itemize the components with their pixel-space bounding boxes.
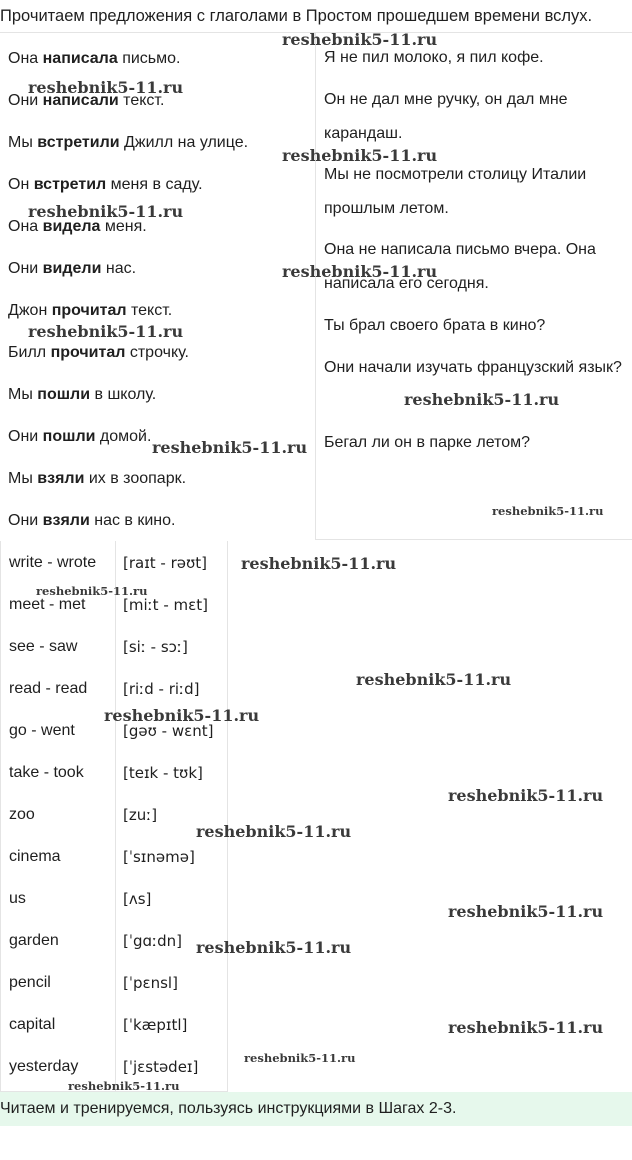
sentence-rest: домой.: [95, 428, 152, 445]
sentence-rest: письмо.: [117, 50, 181, 67]
sentence-rest: в школу.: [90, 386, 157, 403]
sentence-6: [8, 259, 136, 279]
watermark: reshebnik5-11.ru: [448, 786, 604, 805]
watermark: reshebnik5-11.ru: [492, 504, 604, 518]
question-sentence-4: Она не написала письмо вчера. Она написала его сегодня.: [324, 241, 596, 292]
vocabulary-word: write - wrote: [9, 554, 97, 571]
sentence-9: [8, 385, 156, 405]
vocabulary-word: zoo: [9, 806, 35, 823]
question-sentence-2: Он не дал мне ручку, он дал мне карандаш.: [324, 91, 568, 142]
vocabulary-transcription: [ˈgɑːdn]: [123, 932, 182, 950]
vocabulary-word: capital: [9, 1016, 56, 1033]
vocabulary-word: us: [9, 890, 26, 907]
row-divider: [315, 539, 632, 540]
sentence-verb: видели: [42, 260, 102, 277]
vocabulary-word: read - read: [9, 680, 88, 697]
watermark: reshebnik5-11.ru: [152, 438, 308, 457]
watermark: reshebnik5-11.ru: [244, 1051, 356, 1065]
vocabulary-transcription: [ˈsɪnəmə]: [123, 848, 195, 866]
watermark: reshebnik5-11.ru: [448, 1018, 604, 1037]
sentence-subject: Мы: [8, 470, 38, 487]
watermark: reshebnik5-11.ru: [104, 706, 260, 725]
sentence-subject: Она: [8, 218, 43, 235]
sentence-rest: нас в кино.: [89, 512, 176, 529]
vocabulary-row: [1, 835, 229, 877]
sentence-rest: текст.: [118, 92, 165, 109]
sentence-verb: встретили: [37, 134, 120, 151]
sentence-verb: видела: [42, 218, 101, 235]
vocabulary-row: [1, 541, 229, 583]
vocabulary-row: [1, 751, 229, 793]
sentence-12: [8, 511, 175, 531]
sentence-7: [8, 301, 172, 321]
sentence-rest: строчку.: [125, 344, 189, 361]
sentence-rest: меня в саду.: [106, 176, 203, 193]
sentence-subject: Джон: [8, 302, 52, 319]
vocabulary-word: garden: [9, 932, 59, 949]
sentence-verb: написали: [42, 92, 119, 109]
sentences-table: [0, 32, 632, 540]
watermark: reshebnik5-11.ru: [241, 554, 397, 573]
watermark: reshebnik5-11.ru: [282, 262, 438, 281]
watermark: reshebnik5-11.ru: [36, 584, 148, 598]
sentence-subject: Мы: [8, 386, 38, 403]
vocabulary-word: see - saw: [9, 638, 78, 655]
sentence-verb: встретил: [33, 176, 107, 193]
sentence-rest: нас.: [101, 260, 137, 277]
watermark: reshebnik5-11.ru: [448, 902, 604, 921]
vocabulary-transcription: [riːd - riːd]: [123, 680, 200, 698]
vocabulary-word: pencil: [9, 974, 51, 991]
watermark: reshebnik5-11.ru: [282, 30, 438, 49]
vocabulary-transcription: [ˈpɛnsl]: [123, 974, 178, 992]
sentence-subject: Они: [8, 260, 43, 277]
question-sentence-7: Бегал ли он в парке летом?: [324, 434, 531, 451]
vocabulary-row: [1, 667, 229, 709]
watermark: reshebnik5-11.ru: [28, 322, 184, 341]
sentence-1: [8, 49, 180, 69]
vocabulary-row: [1, 961, 229, 1003]
sentence-8: [8, 343, 189, 363]
sentence-subject: Она: [8, 50, 43, 67]
page-heading: Прочитаем предложения с глаголами в Простом прошедшем времени вслух.: [0, 7, 593, 25]
sentence-11: [8, 469, 186, 489]
vocabulary-word: take - took: [9, 764, 84, 781]
question-sentence-6: Они начали изучать французский язык?: [324, 359, 622, 376]
sentence-subject: Они: [8, 92, 43, 109]
vocabulary-row: [1, 793, 229, 835]
watermark: reshebnik5-11.ru: [68, 1079, 180, 1093]
vocabulary-row: [1, 919, 229, 961]
sentence-subject: Они: [8, 512, 43, 529]
watermark: reshebnik5-11.ru: [28, 202, 184, 221]
vocabulary-transcription: [miːt - mɛt]: [123, 596, 208, 614]
vocabulary-transcription: [ˈjɛstədeɪ]: [123, 1058, 199, 1076]
sentence-4: [8, 175, 203, 195]
sentence-verb: пошли: [37, 386, 91, 403]
watermark: reshebnik5-11.ru: [196, 938, 352, 957]
sentence-verb: взяли: [37, 470, 85, 487]
sentence-subject: Он: [8, 176, 34, 193]
vocabulary-word: go - went: [9, 722, 75, 739]
sentence-rest: меня.: [100, 218, 147, 235]
sentence-subject: Билл: [8, 344, 51, 361]
column-divider: [315, 33, 316, 540]
vocabulary-transcription: [siː - sɔː]: [123, 638, 188, 656]
watermark: reshebnik5-11.ru: [404, 390, 560, 409]
vocabulary-word: cinema: [9, 848, 61, 865]
sentence-10: [8, 427, 151, 447]
vocabulary-transcription: [ʌs]: [123, 890, 152, 908]
sentence-verb: прочитал: [50, 344, 126, 361]
instruction-banner: Читаем и тренируемся, пользуясь инструкциями в Шагах 2-3.: [0, 1092, 632, 1126]
watermark: reshebnik5-11.ru: [28, 78, 184, 97]
sentence-subject: Они: [8, 428, 43, 445]
vocabulary-transcription: [ˈkæpɪtl]: [123, 1016, 188, 1034]
vocabulary-row: [1, 1003, 229, 1045]
question-sentence-5: Ты брал своего брата в кино?: [324, 317, 546, 334]
question-sentence-1: Я не пил молоко, я пил кофе.: [324, 49, 544, 66]
sentence-verb: взяли: [42, 512, 90, 529]
watermark: reshebnik5-11.ru: [282, 146, 438, 165]
vocabulary-transcription: [teɪk - tʊk]: [123, 764, 203, 782]
watermark: reshebnik5-11.ru: [356, 670, 512, 689]
vocabulary-word: meet - met: [9, 596, 86, 613]
sentence-rest: их в зоопарк.: [84, 470, 187, 487]
vocabulary-row: [1, 877, 229, 919]
vocabulary-word: yesterday: [9, 1058, 79, 1075]
sentence-subject: Мы: [8, 134, 38, 151]
sentence-verb: написала: [42, 50, 118, 67]
sentence-verb: прочитал: [51, 302, 127, 319]
vocabulary-row: [1, 625, 229, 667]
sentence-rest: текст.: [126, 302, 173, 319]
sentence-3: [8, 133, 248, 153]
vocabulary-transcription: [raɪt - rəʊt]: [123, 554, 208, 572]
sentence-verb: пошли: [42, 428, 96, 445]
vocabulary-transcription: [gəʊ - wɛnt]: [123, 722, 214, 740]
watermark: reshebnik5-11.ru: [196, 822, 352, 841]
sentence-rest: Джилл на улице.: [119, 134, 249, 151]
vocabulary-table: [0, 541, 228, 1092]
vocabulary-transcription: [zuː]: [123, 806, 158, 824]
question-sentence-3: Мы не посмотрели столицу Италии прошлым летом.: [324, 166, 587, 217]
